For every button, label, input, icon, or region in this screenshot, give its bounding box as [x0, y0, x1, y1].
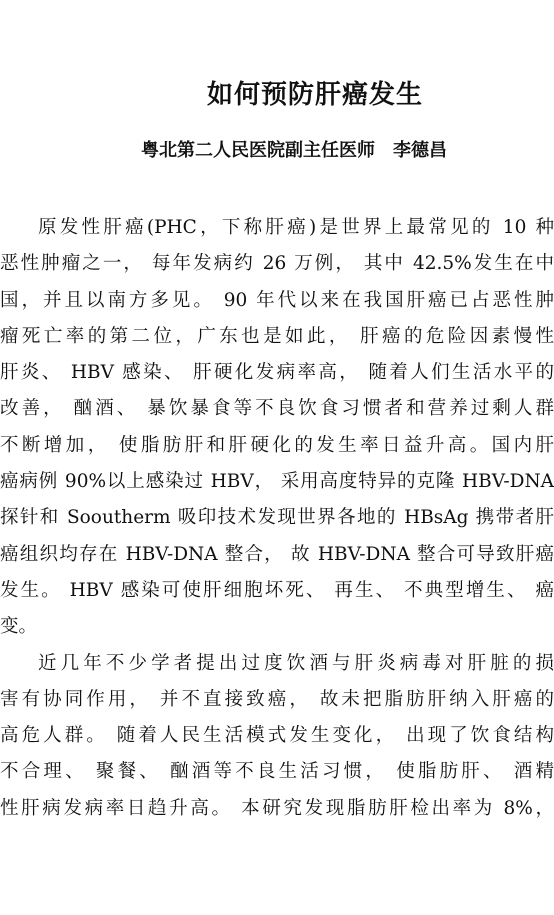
- paragraph-1-line: 变。: [0, 616, 38, 638]
- paragraph-1-line: 肝炎、 HBV 感染、 肝硬化发病率高， 随着人们生活水平的: [0, 362, 554, 384]
- paragraph-1-line: 国，并且以南方多见。 90 年代以来在我国肝癌已占恶性肿: [0, 289, 554, 311]
- paragraph-1-line: 癌组织均存在 HBV-DNA 整合， 故 HBV-DNA 整合可导致肝癌: [0, 543, 554, 565]
- paragraph-1-line: 改善， 酗酒、 暴饮暴食等不良饮食习惯者和营养过剩人群: [0, 398, 554, 420]
- author-name: 李德昌: [393, 140, 447, 161]
- paragraph-1-line: 原发性肝癌(PHC，下称肝癌)是世界上最常见的 10 种: [38, 217, 554, 238]
- paragraph-2-line: 近几年不少学者提出过度饮酒与肝炎病毒对肝脏的损: [38, 652, 554, 674]
- body-text: [0, 210, 554, 827]
- paragraph-2-line: 高危人群。 随着人民生活模式发生变化， 出现了饮食结构: [0, 725, 554, 747]
- paragraph-1-line: 不断增加， 使脂肪肝和肝硬化的发生率日益升高。国内肝: [0, 434, 554, 456]
- author-byline: [0, 136, 554, 162]
- page-title: 如何预防肝癌发生: [206, 80, 423, 110]
- paragraph-1-line: 癌病例 90%以上感染过 HBV， 采用高度特异的克隆 HBV-DNA: [0, 471, 554, 493]
- paragraph-1-line: 发生。 HBV 感染可使肝细胞坏死、 再生、 不典型增生、 癌: [0, 579, 554, 601]
- paragraph-2-line: 不合理、 聚餐、 酗酒等不良生活习惯， 使脂肪肝、 酒精: [0, 761, 554, 783]
- paragraph-1-line: 恶性肿瘤之一， 每年发病约 26 万例， 其中 42.5%发生在中: [0, 253, 554, 275]
- paragraph-2-line: 害有协同作用， 并不直接致癌， 故未把脂肪肝纳入肝癌的: [0, 688, 554, 710]
- author-affiliation: 粤北第二人民医院副主任医师: [141, 140, 375, 161]
- paragraph-2-line: 性肝病发病率日趋升高。 本研究发现脂肪肝检出率为 8%，: [0, 797, 554, 819]
- paragraph-1-line: 瘤死亡率的第二位，广东也是如此， 肝癌的危险因素慢性: [0, 325, 554, 347]
- paragraph-1-line: 探针和 Sooutherm 吸印技术发现世界各地的 HBsAg 携带者肝: [0, 507, 554, 529]
